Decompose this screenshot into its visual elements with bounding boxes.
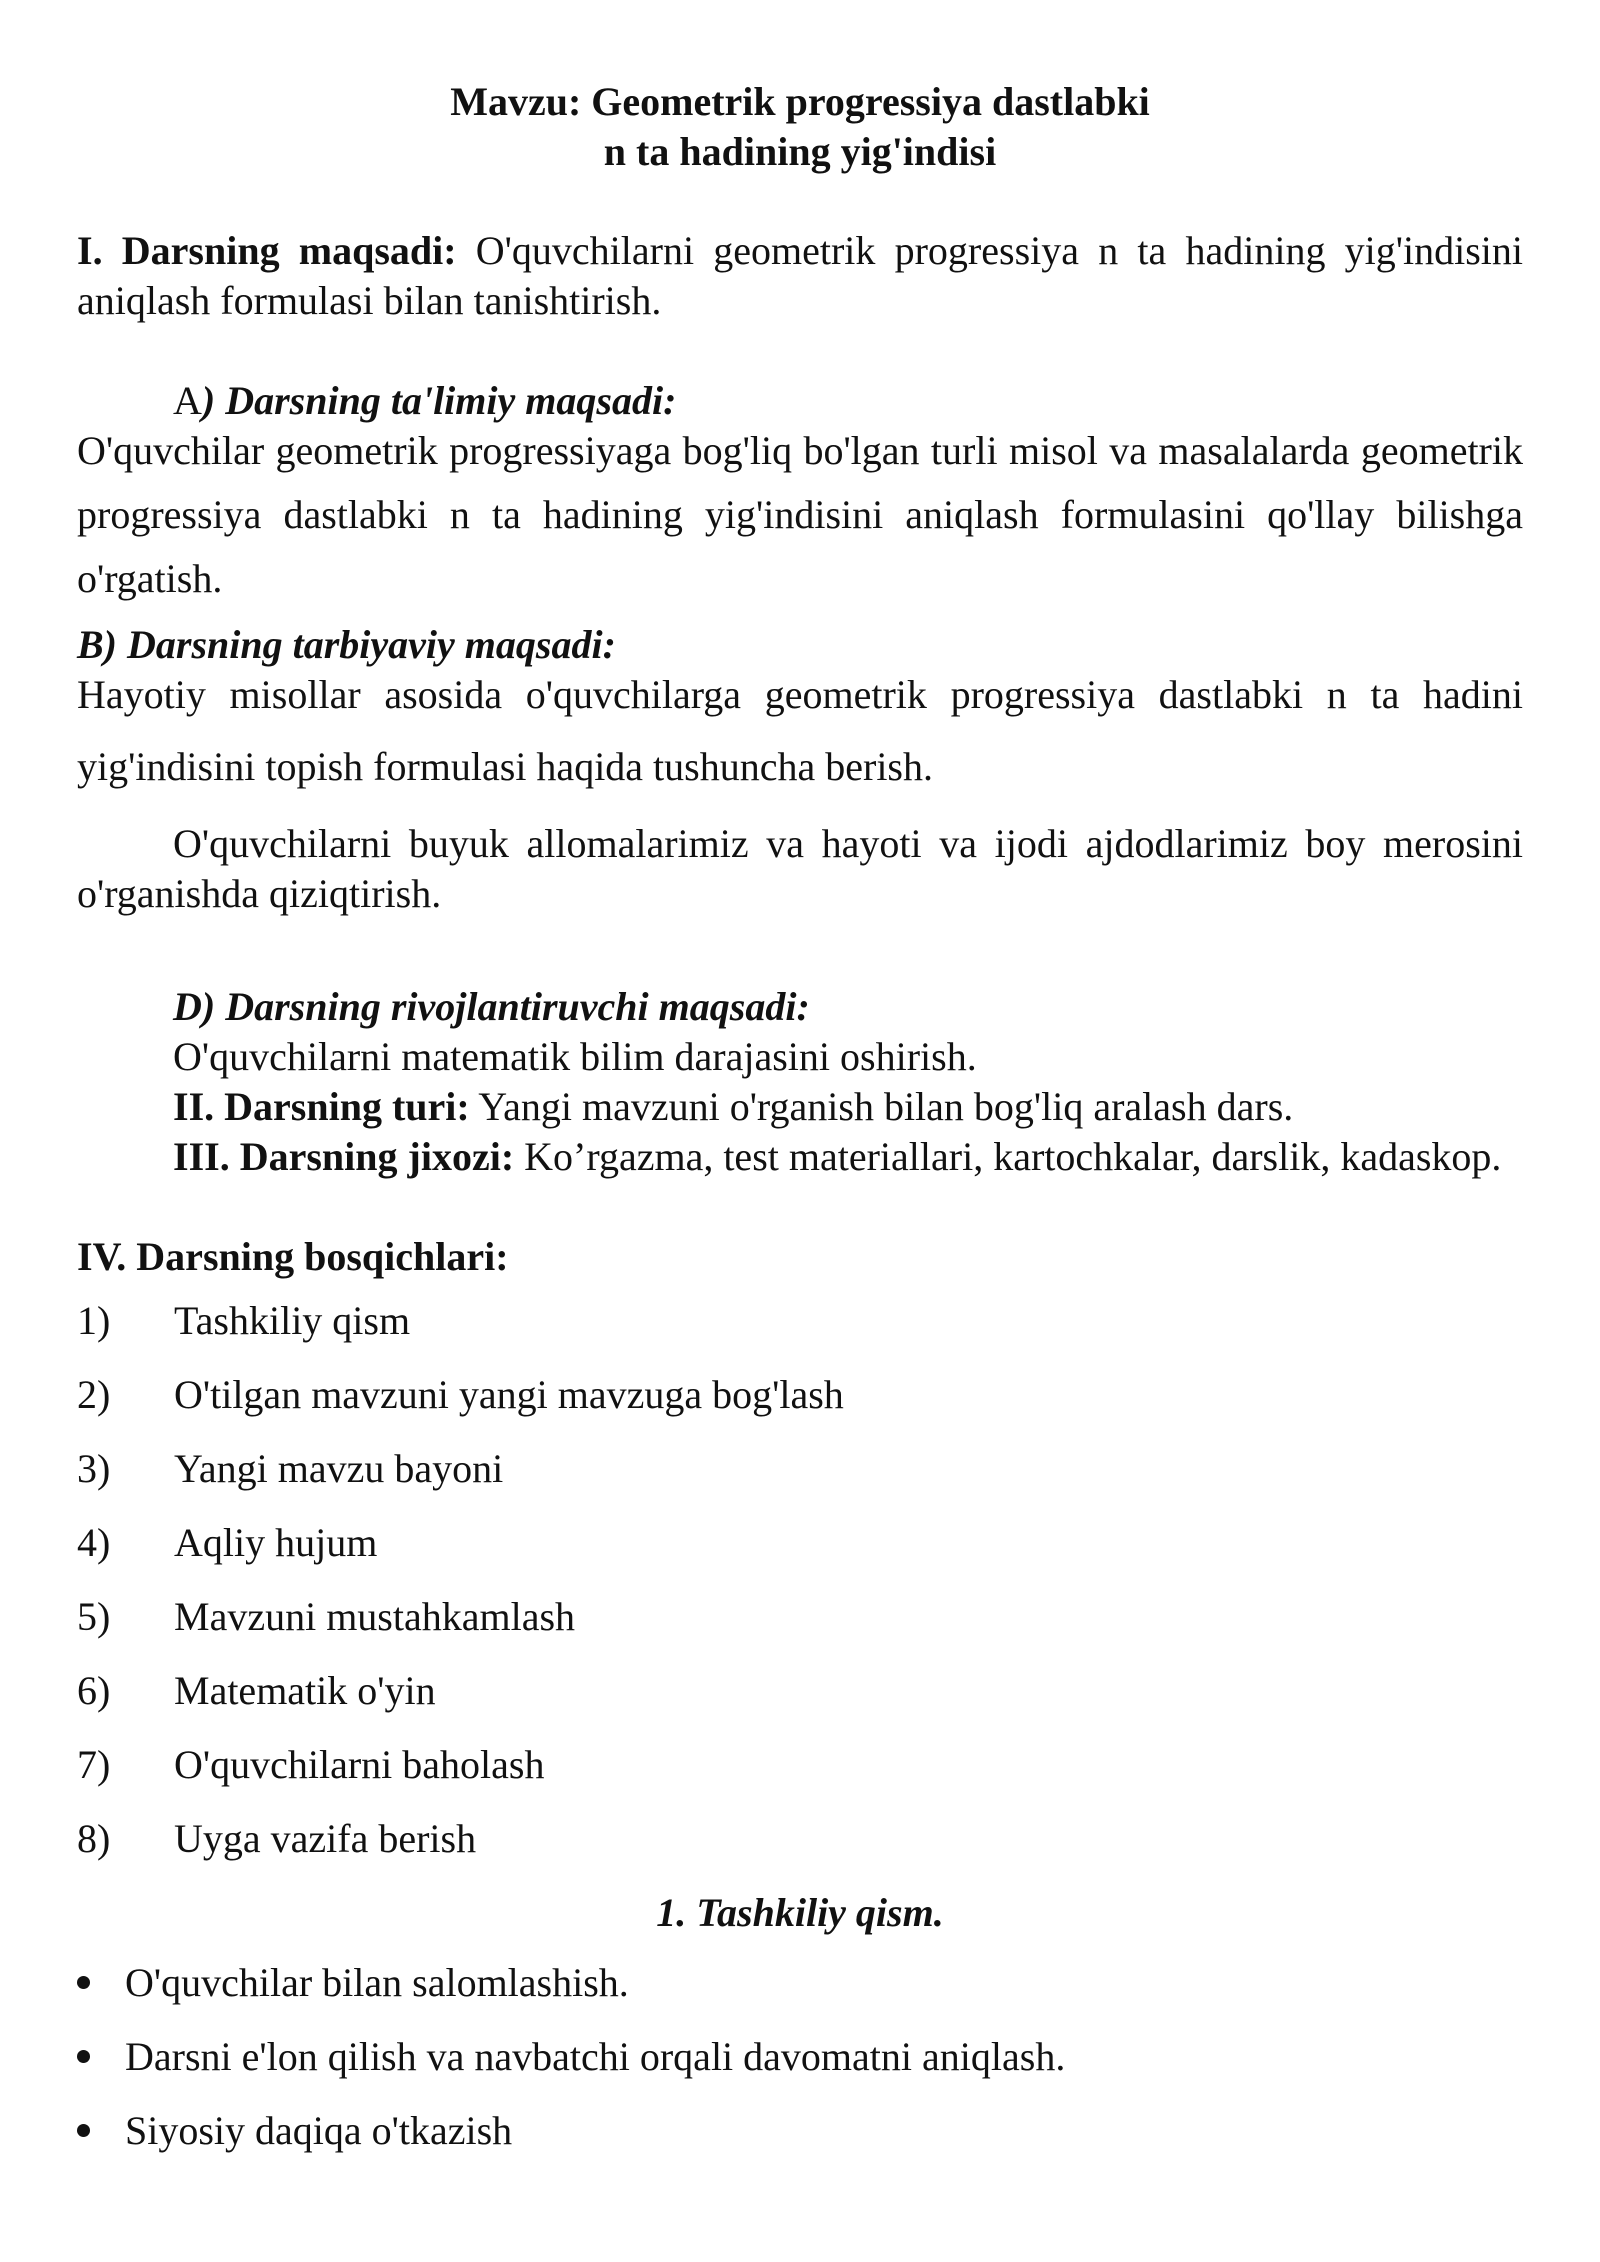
developmental-goal-text: O'quvchilarni matematik bilim darajasini oshirish. (173, 1034, 977, 1079)
lesson-type-line (173, 1082, 1293, 1132)
educational-goal-label: ) Darsning ta'limiy maqsadi: (201, 378, 677, 423)
bullet-icon (77, 2050, 90, 2063)
lesson-goal-label: I. Darsning maqsadi: (77, 228, 457, 273)
list-item: O'quvchilar bilan salomlashish. (125, 1960, 629, 2005)
educational-goal-letter: A (173, 378, 202, 423)
stage-text: Yangi mavzu bayoni (174, 1446, 504, 1491)
stage-number: 3) (77, 1446, 111, 1491)
lesson-type-label: II. Darsning turi: (173, 1084, 470, 1129)
lesson-type-text: Yangi mavzuni o'rganish bilan bog'liq aralash dars. (469, 1084, 1294, 1129)
stage-number: 2) (77, 1372, 111, 1417)
bullet-icon (77, 1976, 90, 1989)
stage-number: 7) (77, 1742, 111, 1787)
stage-number: 8) (77, 1816, 111, 1861)
upbringing-goal-heading: B) Darsning tarbiyaviy maqsadi: (77, 622, 616, 667)
stage-text: Tashkiliy qism (174, 1298, 411, 1343)
lesson-goal-text: O'quvchilarni geometrik progressiya n ta hadining yig'indisini aniqlash formulasi bilan tanishtirish. (77, 228, 1523, 323)
document-title-line-1: Mavzu: Geometrik progressiya dastlabki (450, 79, 1150, 124)
bullet-icon (77, 2124, 90, 2137)
stage-text: O'quvchilarni baholash (174, 1742, 545, 1787)
stage-number: 5) (77, 1594, 111, 1639)
stage-text: O'tilgan mavzuni yangi mavzuga bog'lash (174, 1372, 844, 1417)
stage-text: Matematik o'yin (174, 1668, 436, 1713)
stage-text: Uyga vazifa berish (174, 1816, 477, 1861)
lesson-goal-paragraph (77, 226, 1523, 326)
list-item: Siyosiy daqiqa o'tkazish (125, 2108, 513, 2153)
stage-text: Aqliy hujum (174, 1520, 378, 1565)
organizational-part-heading: 1. Tashkiliy qism. (656, 1890, 944, 1935)
stage-text: Mavzuni mustahkamlash (174, 1594, 576, 1639)
lesson-equipment-text: Ko’rgazma, test materiallari, kartochkalar, darslik, kadaskop. (514, 1134, 1502, 1179)
stage-number: 4) (77, 1520, 111, 1565)
list-item: Darsni e'lon qilish va navbatchi orqali davomatni aniqlash. (125, 2034, 1066, 2079)
upbringing-goal-text-2: O'quvchilarni buyuk allomalarimiz va hayoti va ijodi ajdodlarimiz boy merosini o'rganishda qiziqtirish. (77, 821, 1523, 916)
educational-goal-text: O'quvchilar geometrik progressiyaga bog'liq bo'lgan turli misol va masalalarda geometrik progressiya dastlabki n ta hadining yig'indisini aniqlash formulasini qo'llay bilishga o'rgatish. (77, 428, 1523, 601)
document-title-line-2: n ta hadining yig'indisi (603, 129, 997, 174)
lesson-equipment-paragraph (77, 1132, 1523, 1182)
stage-number: 6) (77, 1668, 111, 1713)
stage-number: 1) (77, 1298, 111, 1343)
upbringing-goal-text: Hayotiy misollar asosida o'quvchilarga geometrik progressiya dastlabki n ta hadini yig'indisini topish formulasi haqida tushuncha berish. (77, 672, 1523, 789)
lesson-equipment-label: III. Darsning jixozi: (173, 1134, 515, 1179)
developmental-goal-heading: D) Darsning rivojlantiruvchi maqsadi: (173, 984, 810, 1029)
lesson-stages-heading: IV. Darsning bosqichlari: (77, 1234, 509, 1279)
